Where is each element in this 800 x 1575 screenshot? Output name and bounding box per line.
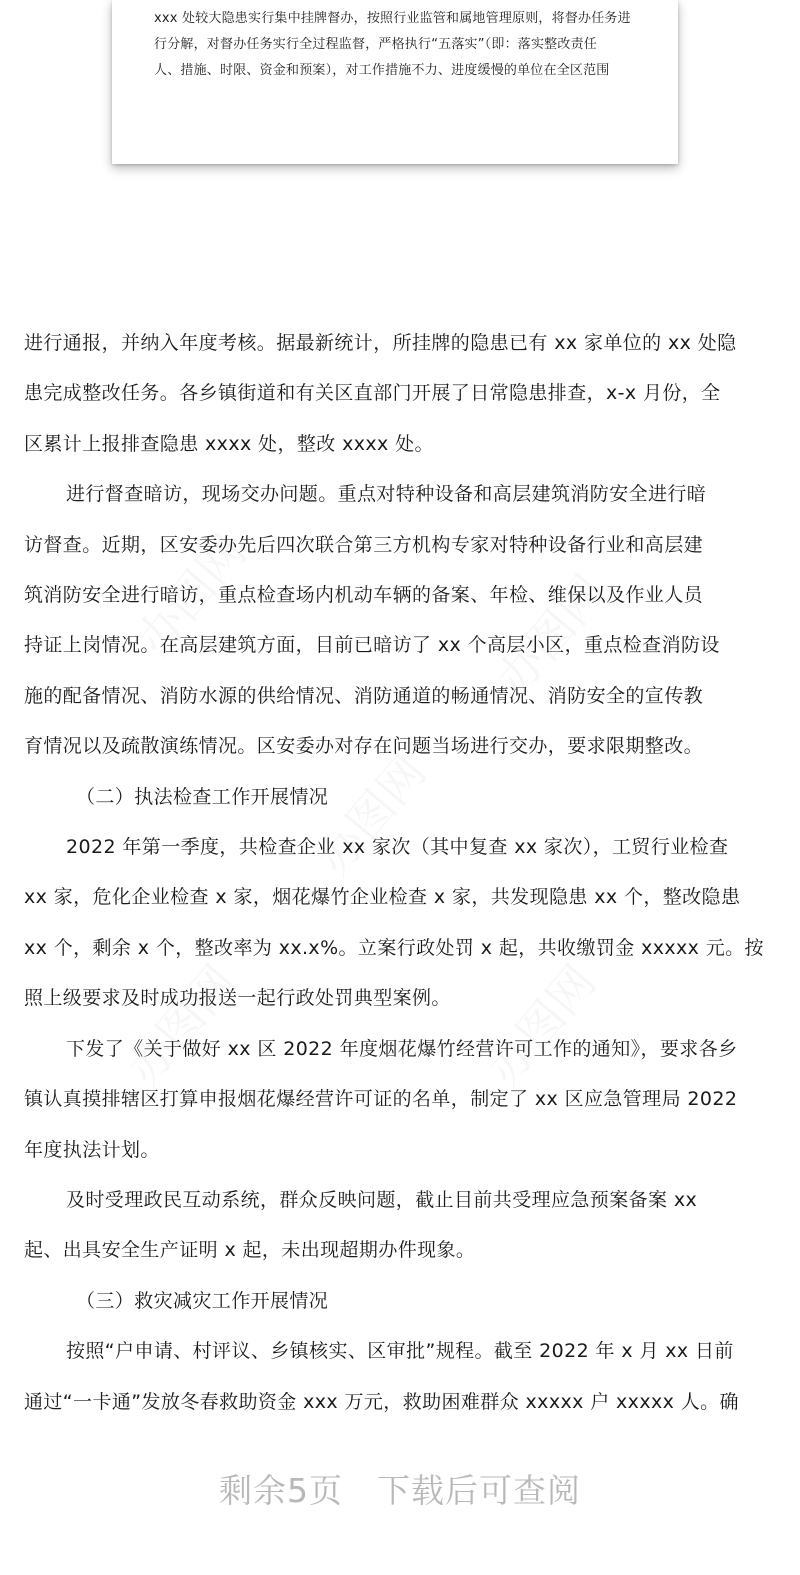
paragraph-line: 镇认真摸排辖区打算申报烟花爆经营许可证的名单，制定了 xx 区应急管理局 2022 <box>24 1088 738 1111</box>
page-preview-card <box>112 0 678 164</box>
paragraph-line: 持证上岗情况。在高层建筑方面，目前已暗访了 xx 个高层小区，重点检查消防设 <box>24 634 720 657</box>
preview-text <box>154 6 644 84</box>
paragraph-line: 按照“户申请、村评议、乡镇核实、区审批”规程。截至 2022 年 x 月 xx 日前 <box>66 1340 734 1363</box>
section-heading: （二）执法检查工作开展情况 <box>76 785 329 808</box>
document-body <box>24 318 776 1427</box>
paragraph-line: xx 家，危化企业检查 x 家，烟花爆竹企业检查 x 家，共发现隐患 xx 个，整改隐患 <box>24 886 741 909</box>
paragraph-line: 及时受理政民互动系统，群众反映问题，截止目前共受理应急预案备案 xx <box>66 1188 698 1211</box>
paragraph-line: 起、出具安全生产证明 x 起，未出现超期办件现象。 <box>24 1239 476 1262</box>
paragraph-line: 育情况以及疏散演练情况。区安委办对存在问题当场进行交办，要求限期整改。 <box>24 735 704 758</box>
paragraph-line: 区累计上报排查隐患 xxxx 处，整改 xxxx 处。 <box>24 432 434 455</box>
download-prompt[interactable] <box>0 1465 800 1512</box>
paragraph-line: 通过“一卡通”发放冬春救助资金 xxx 万元，救助困难群众 xxxxx 户 xxxxx 人。确 <box>24 1390 739 1413</box>
preview-line: 行分解，对督办任务实行全过程监督，严格执行“五落实”（即：落实整改责任 <box>154 37 597 52</box>
download-to-view-label: 下载后可查阅 <box>377 1471 581 1510</box>
paragraph-line: 下发了《关于做好 xx 区 2022 年度烟花爆竹经营许可工作的通知》，要求各乡 <box>66 1037 738 1060</box>
paragraph-line: 访督查。近期，区安委办先后四次联合第三方机构专家对特种设备行业和高层建 <box>24 533 704 556</box>
paragraph-line: 施的配备情况、消防水源的供给情况、消防通道的畅通情况、消防安全的宣传教 <box>24 684 704 707</box>
paragraph-line: 进行督查暗访，现场交办问题。重点对特种设备和高层建筑消防安全进行暗 <box>66 483 707 506</box>
paragraph-line: xx 个，剩余 x 个，整改率为 xx.x%。立案行政处罚 x 起，共收缴罚金 xxxxx 元。按 <box>24 936 764 959</box>
remaining-pages-label: 剩余5页 <box>219 1471 343 1510</box>
paragraph-line: 筑消防安全进行暗访，重点检查场内机动车辆的备案、年检、维保以及作业人员 <box>24 584 704 607</box>
paragraph-line: 患完成整改任务。各乡镇街道和有关区直部门开展了日常隐患排查，x-x 月份，全 <box>24 382 721 405</box>
paragraph-line: 年度执法计划。 <box>24 1138 160 1161</box>
section-heading: （三）救灾减灾工作开展情况 <box>76 1289 329 1312</box>
paragraph-line: 2022 年第一季度，共检查企业 xx 家次（其中复查 xx 家次），工贸行业检查 <box>66 836 729 859</box>
preview-line: 人、措施、时限、资金和预案），对工作措施不力、进度缓慢的单位在全区范围 <box>154 63 610 78</box>
paragraph-line: 进行通报，并纳入年度考核。据最新统计，所挂牌的隐患已有 xx 家单位的 xx 处隐 <box>24 332 737 354</box>
paragraph-line: 照上级要求及时成功报送一起行政处罚典型案例。 <box>24 987 451 1010</box>
preview-line: xxx 处较大隐患实行集中挂牌督办，按照行业监管和属地管理原则，将督办任务进 <box>154 11 631 26</box>
